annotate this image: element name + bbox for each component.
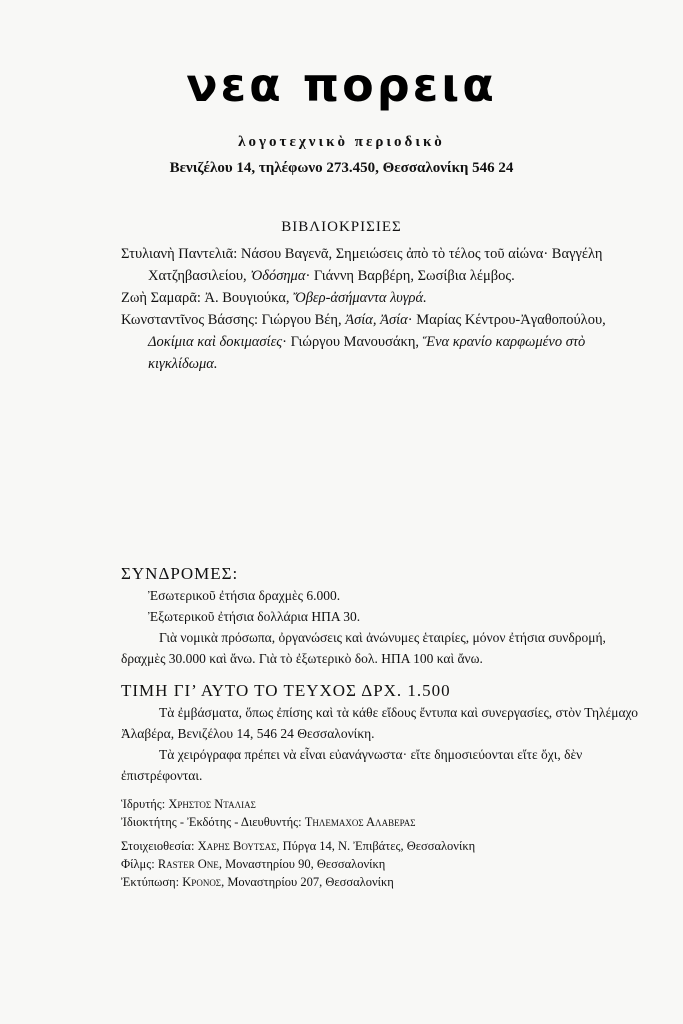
subscriptions-heading: ΣΥΝΔΡΟΜΕΣ:: [121, 564, 239, 583]
review-text: · Μαρίας Κέντρου-Ἀγαθοπούλου,: [407, 312, 606, 328]
credit-value: Raster One: [157, 857, 219, 871]
review-text: · Γιώργου Μανουσάκη,: [282, 334, 423, 350]
review-entry: [121, 287, 641, 309]
credit-value: Χαρης Βουτσας: [197, 839, 277, 853]
book-title: Ὀδόσημα: [250, 268, 306, 284]
review-entry: [121, 243, 641, 287]
credit-founder: [121, 795, 641, 813]
review-text: Ἀ. Βουγιούκα,: [200, 290, 294, 306]
subscriptions-block: [121, 585, 641, 669]
manuscripts-note: Τὰ χειρόγραφα πρέπει νὰ εἶναι εὐανάγνωστα· εἴτε δημοσιεύονται εἴτε ὄχι, δὲν ἐπιστρέφονται.: [121, 747, 583, 783]
reviewer-name: Στυλιανὴ Παντελιᾶ:: [121, 246, 238, 262]
book-title: Ἀσία, Ἀσία: [345, 312, 408, 328]
credit-address: , Πύργα 14, Ν. Ἐπιβάτες, Θεσσαλονίκη: [276, 839, 476, 853]
credit-address: , Μοναστηρίου 90, Θεσσαλονίκη: [218, 857, 386, 871]
book-title: Δοκίμια καὶ δοκιμασίες: [148, 334, 283, 350]
credit-label: Ἐκτύπωση:: [121, 875, 183, 889]
review-entry: [121, 309, 641, 375]
subscription-legal: Γιὰ νομικὰ πρόσωπα, ὀργανώσεις καὶ ἀνώνυμες ἑταιρίες, μόνον ἐτήσια συνδρομή, δραχμὲς 30.000 καὶ ἄνω. Γιὰ τὸ ἐξωτερικὸ δολ. ΗΠΑ 100 καὶ ἄνω.: [121, 630, 606, 666]
reviews-list: [121, 243, 641, 375]
review-text: Νάσου Βαγενᾶ, Σημειώσεις ἀπὸ τὸ τέλος τοῦ αἰώνα· Βαγγέλη Χατζηβασιλείου,: [148, 246, 603, 284]
credits-block: [121, 795, 641, 891]
credit-label: Ἰδιοκτήτης - Ἐκδότης - Διευθυντής:: [121, 815, 305, 829]
credit-value: Κρονος: [182, 875, 222, 889]
credit-label: Ἱδρυτής:: [121, 797, 169, 811]
issue-price: ΤΙΜΗ ΓΙ’ ΑΥΤΟ ΤΟ ΤΕΥΧΟΣ ΔΡΧ. 1.500: [121, 681, 451, 700]
review-text: · Γιάννη Βαρβέρη, Σωσίβια λέμβος.: [305, 268, 515, 284]
masthead-title: νεα πορεια: [186, 58, 497, 112]
reviewer-name: Κωνσταντῖνος Βάσσης:: [121, 312, 258, 328]
credit-label: Στοιχειοθεσία:: [121, 839, 198, 853]
notes-block: [121, 702, 641, 786]
credit-films: [121, 855, 641, 873]
subscription-foreign: Ἐξωτερικοῦ ἐτήσια δολλάρια ΗΠΑ 30.: [148, 609, 361, 624]
masthead-address: Βενιζέλου 14, τηλέφωνο 273.450, Θεσσαλονίκη 546 24: [169, 160, 514, 176]
credit-typesetting: [121, 837, 641, 855]
subscription-domestic: Ἐσωτερικοῦ ἐτήσια δραχμὲς 6.000.: [148, 588, 341, 603]
credit-value: Τηλεμαχος Αλαβερας: [304, 815, 416, 829]
reviewer-name: Ζωὴ Σαμαρᾶ:: [121, 290, 201, 306]
credit-owner: [121, 813, 641, 831]
review-text: Γιώργου Βέη,: [258, 312, 346, 328]
book-title: Ἕνα κρανίο καρφωμένο στὸ κιγκλίδωμα.: [148, 334, 586, 372]
credit-value: Χρηστος Νταλιας: [168, 797, 256, 811]
reviews-heading: ΒΙΒΛΙΟΚΡΙΣΙΕΣ: [281, 219, 402, 235]
credit-address: , Μοναστηρίου 207, Θεσσαλονίκη: [221, 875, 394, 889]
credit-printing: [121, 873, 641, 891]
masthead-subtitle: λογοτεχνικὸ περιοδικὸ: [238, 134, 445, 150]
credit-label: Φίλμς:: [121, 857, 158, 871]
remittance-note: Τὰ ἐμβάσματα, ὅπως ἐπίσης καὶ τὰ κάθε εἴδους ἔντυπα καὶ συνεργασίες, στὸν Τηλέμαχο Ἀλαβέρα, Βενιζέλου 14, 546 24 Θεσσαλονίκη.: [121, 705, 639, 741]
book-title: Ὄβερ-ἀσήμαντα λυγρά.: [293, 290, 427, 306]
